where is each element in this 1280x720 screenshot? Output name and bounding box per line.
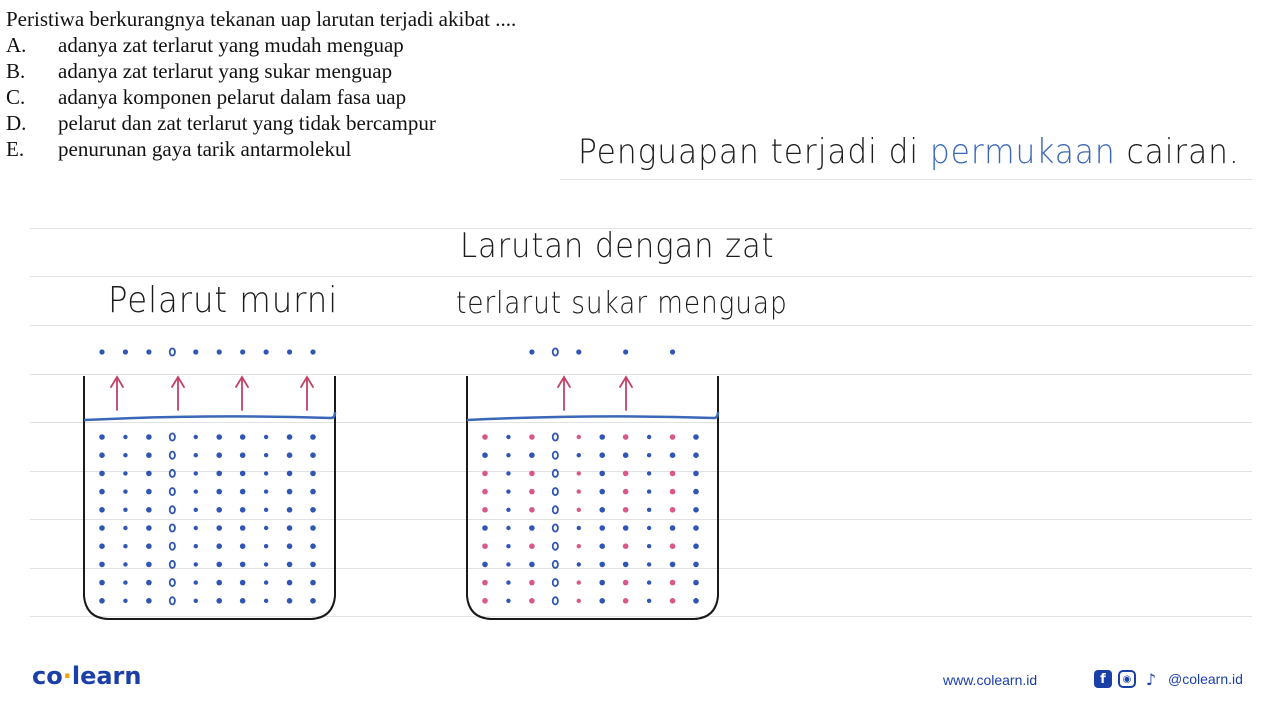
solvent-particle (99, 489, 105, 495)
solvent-particle (194, 544, 198, 548)
solvent-particle (693, 489, 699, 495)
solvent-particle (123, 508, 127, 512)
solvent-particle (553, 543, 558, 550)
solvent-particle (216, 598, 222, 604)
vapor-particle (193, 349, 198, 354)
solvent-particle (529, 525, 535, 531)
solvent-particle (194, 580, 198, 584)
solvent-particle (240, 543, 246, 549)
solvent-particle (599, 525, 605, 531)
solute-particle (529, 471, 535, 477)
solute-particle (482, 580, 488, 586)
solvent-particle (577, 453, 581, 457)
solvent-particle (310, 507, 316, 513)
vapor-particle (123, 349, 128, 354)
solvent-particle (506, 508, 510, 512)
solvent-particle (693, 562, 699, 568)
solvent-particle (146, 489, 152, 495)
solvent-particle (623, 525, 629, 531)
solvent-particle (123, 562, 127, 566)
solvent-particle (216, 562, 222, 568)
solvent-particle (553, 433, 558, 440)
beaker-solution (467, 348, 718, 619)
solvent-particle (670, 525, 676, 531)
solvent-particle (506, 453, 510, 457)
solvent-particle (146, 598, 152, 604)
solvent-particle (310, 580, 316, 586)
solvent-particle (216, 543, 222, 549)
solvent-particle (264, 580, 268, 584)
solvent-particle (287, 543, 293, 549)
option-text: adanya komponen pelarut dalam fasa uap (58, 85, 407, 109)
solute-particle (577, 489, 581, 493)
solute-particle (623, 489, 629, 495)
solvent-particle (670, 452, 676, 458)
solvent-particle (123, 489, 127, 493)
solvent-particle (123, 471, 127, 475)
solvent-particle (216, 489, 222, 495)
vapor-particle (310, 349, 315, 354)
solvent-particle (240, 452, 246, 458)
option-text: adanya zat terlarut yang sukar menguap (58, 59, 393, 83)
solvent-particle (693, 434, 699, 440)
vapor-particle (287, 349, 292, 354)
solute-particle (482, 471, 488, 477)
solvent-particle (170, 488, 175, 495)
colearn-logo: co·learn (32, 662, 142, 690)
solute-particle (529, 434, 535, 440)
solute-particle (670, 543, 676, 549)
liquid-surface (467, 412, 718, 420)
solvent-particle (693, 471, 699, 477)
solvent-particle (146, 562, 152, 568)
option-letter: A. (6, 33, 27, 57)
solvent-particle (123, 544, 127, 548)
solvent-particle (287, 507, 293, 513)
tiktok-icon[interactable]: ♪ (1145, 669, 1157, 689)
solute-particle (670, 471, 676, 477)
solvent-particle (553, 452, 558, 459)
solute-particle (623, 507, 629, 513)
solute-particle (482, 434, 488, 440)
solvent-particle (287, 452, 293, 458)
solute-particle (577, 471, 581, 475)
solvent-particle (123, 453, 127, 457)
solvent-particle (647, 453, 651, 457)
solvent-particle (599, 598, 605, 604)
solvent-particle (599, 489, 605, 495)
solvent-particle (287, 562, 293, 568)
solvent-particle (506, 580, 510, 584)
solvent-particle (216, 507, 222, 513)
solvent-particle (264, 599, 268, 603)
solvent-particle (170, 579, 175, 586)
solution-label-line1: Larutan dengan zat (460, 226, 775, 266)
option-letter: C. (6, 85, 26, 109)
solvent-particle (647, 489, 651, 493)
solvent-particle (310, 525, 316, 531)
solvent-particle (623, 562, 629, 568)
solvent-particle (310, 452, 316, 458)
solute-particle (482, 598, 488, 604)
solvent-particle (553, 488, 558, 495)
solvent-particle (693, 507, 699, 513)
evaporation-arrow (620, 377, 632, 410)
solvent-particle (170, 597, 175, 604)
solvent-particle (123, 599, 127, 603)
solvent-particle (264, 453, 268, 457)
solvent-particle (170, 543, 175, 550)
solvent-particle (170, 470, 175, 477)
solvent-particle (623, 452, 629, 458)
solvent-particle (99, 580, 105, 586)
solvent-particle (240, 580, 246, 586)
solvent-particle (506, 599, 510, 603)
solvent-particle (123, 526, 127, 530)
solvent-particle (194, 489, 198, 493)
solvent-particle (99, 452, 105, 458)
solvent-particle (506, 435, 510, 439)
solvent-particle (264, 471, 268, 475)
solvent-particle (506, 562, 510, 566)
solvent-particle (482, 452, 488, 458)
solute-particle (577, 599, 581, 603)
vapor-particle (623, 349, 628, 354)
solvent-particle (194, 508, 198, 512)
solvent-particle (216, 525, 222, 531)
solvent-particle (287, 525, 293, 531)
solvent-particle (99, 471, 105, 477)
solvent-particle (577, 526, 581, 530)
solvent-particle (310, 471, 316, 477)
solute-particle (670, 507, 676, 513)
solvent-particle (216, 452, 222, 458)
solute-particle (623, 580, 629, 586)
solvent-particle (264, 544, 268, 548)
solute-particle (623, 598, 629, 604)
solvent-particle (647, 599, 651, 603)
solvent-particle (216, 580, 222, 586)
solute-particle (529, 543, 535, 549)
solvent-particle (693, 452, 699, 458)
solvent-particle (123, 435, 127, 439)
solvent-particle (599, 471, 605, 477)
solvent-particle (553, 506, 558, 513)
solvent-particle (599, 434, 605, 440)
vapor-particle (264, 349, 269, 354)
solvent-particle (240, 562, 246, 568)
solute-particle (482, 507, 488, 513)
solute-particle (529, 580, 535, 586)
note-text: cairan. (1115, 132, 1240, 172)
solvent-particle (264, 489, 268, 493)
solute-particle (577, 544, 581, 548)
evaporation-arrow (558, 377, 570, 410)
solvent-particle (310, 562, 316, 568)
solvent-particle (670, 562, 676, 568)
solvent-particle (693, 580, 699, 586)
solvent-particle (240, 507, 246, 513)
solvent-particle (647, 508, 651, 512)
note-text: Penguapan terjadi di (578, 132, 930, 172)
solvent-particle (170, 524, 175, 531)
solvent-particle (240, 525, 246, 531)
solvent-particle (693, 598, 699, 604)
solute-particle (529, 598, 535, 604)
instagram-icon[interactable]: ◉ (1118, 670, 1136, 688)
solvent-particle (553, 470, 558, 477)
solute-particle (670, 489, 676, 495)
solvent-particle (599, 452, 605, 458)
solvent-particle (599, 543, 605, 549)
solvent-particle (287, 489, 293, 495)
solvent-particle (529, 452, 535, 458)
solvent-particle (146, 507, 152, 513)
solute-particle (482, 543, 488, 549)
solvent-particle (194, 453, 198, 457)
solute-particle (577, 508, 581, 512)
solute-particle (670, 598, 676, 604)
solvent-particle (99, 598, 105, 604)
solute-particle (670, 434, 676, 440)
vapor-particle (240, 349, 245, 354)
solute-particle (577, 580, 581, 584)
option-text: pelarut dan zat terlarut yang tidak bercampur (58, 111, 436, 135)
solvent-particle (194, 526, 198, 530)
solvent-particle (240, 489, 246, 495)
pure-solvent-label: Pelarut murni (108, 280, 339, 321)
solvent-particle (123, 580, 127, 584)
solvent-particle (647, 544, 651, 548)
facebook-icon[interactable]: f (1094, 670, 1112, 688)
solvent-particle (99, 525, 105, 531)
solvent-particle (170, 561, 175, 568)
solvent-particle (506, 526, 510, 530)
solute-particle (623, 471, 629, 477)
evaporation-arrow (301, 377, 313, 410)
option-text: adanya zat terlarut yang mudah menguap (58, 33, 404, 57)
evaporation-arrow (236, 377, 248, 410)
solvent-particle (99, 434, 105, 440)
solvent-particle (146, 471, 152, 477)
vapor-particle (670, 349, 675, 354)
solvent-particle (216, 471, 222, 477)
solvent-particle (482, 562, 488, 568)
solvent-particle (599, 580, 605, 586)
solute-particle (577, 435, 581, 439)
solvent-particle (310, 434, 316, 440)
solution-label-line2: terlarut sukar menguap (456, 286, 788, 321)
solvent-particle (146, 452, 152, 458)
vapor-particle (529, 349, 534, 354)
vapor-particle (99, 349, 104, 354)
solvent-particle (99, 562, 105, 568)
question-stem: Peristiwa berkurangnya tekanan uap larutan terjadi akibat .... (6, 7, 517, 31)
solvent-particle (99, 507, 105, 513)
social-handle[interactable]: @colearn.id (1168, 671, 1243, 687)
solvent-particle (553, 579, 558, 586)
solvent-particle (577, 562, 581, 566)
vapor-particle (553, 348, 558, 355)
vapor-particle (217, 349, 222, 354)
solvent-particle (146, 434, 152, 440)
solvent-particle (264, 562, 268, 566)
solvent-particle (506, 544, 510, 548)
solvent-particle (264, 526, 268, 530)
option-letter: E. (6, 137, 25, 161)
solute-particle (623, 434, 629, 440)
solvent-particle (170, 506, 175, 513)
solvent-particle (647, 526, 651, 530)
solvent-particle (146, 525, 152, 531)
beaker-pure-solvent (84, 348, 335, 619)
solvent-particle (647, 580, 651, 584)
social-links (1094, 670, 1243, 688)
option-letter: D. (6, 111, 27, 135)
solvent-particle (482, 525, 488, 531)
note-highlight: permukaan (929, 132, 1116, 172)
website-link[interactable]: www.colearn.id (943, 672, 1038, 688)
solvent-particle (170, 452, 175, 459)
solvent-particle (310, 489, 316, 495)
solvent-particle (529, 562, 535, 568)
evaporation-arrow (111, 377, 123, 410)
liquid-surface (84, 412, 335, 420)
solute-particle (670, 580, 676, 586)
solute-particle (623, 543, 629, 549)
solvent-particle (194, 435, 198, 439)
solvent-particle (693, 543, 699, 549)
solvent-particle (553, 561, 558, 568)
solvent-particle (310, 598, 316, 604)
solvent-particle (599, 562, 605, 568)
solvent-particle (506, 489, 510, 493)
solvent-particle (693, 525, 699, 531)
solvent-particle (287, 598, 293, 604)
solvent-particle (553, 597, 558, 604)
evaporation-arrow (172, 377, 184, 410)
solvent-particle (194, 562, 198, 566)
solvent-particle (194, 471, 198, 475)
option-letter: B. (6, 59, 26, 83)
solute-particle (529, 507, 535, 513)
solvent-particle (216, 434, 222, 440)
solvent-particle (194, 599, 198, 603)
solvent-particle (170, 433, 175, 440)
solute-particle (529, 489, 535, 495)
option-text: penurunan gaya tarik antarmolekul (58, 137, 352, 161)
solvent-particle (240, 471, 246, 477)
vapor-particle (170, 348, 175, 355)
solvent-particle (146, 580, 152, 586)
solvent-particle (647, 562, 651, 566)
solvent-particle (506, 471, 510, 475)
solvent-particle (647, 471, 651, 475)
solvent-particle (599, 507, 605, 513)
vapor-particle (576, 349, 581, 354)
solvent-particle (146, 543, 152, 549)
beaker-outline (84, 376, 335, 619)
solvent-particle (647, 435, 651, 439)
solvent-particle (310, 543, 316, 549)
solvent-particle (287, 471, 293, 477)
solvent-particle (287, 580, 293, 586)
vapor-particle (146, 349, 151, 354)
solvent-particle (264, 508, 268, 512)
solvent-particle (287, 434, 293, 440)
solute-particle (482, 489, 488, 495)
solvent-particle (99, 543, 105, 549)
solvent-particle (264, 435, 268, 439)
solvent-particle (240, 598, 246, 604)
beaker-outline (467, 376, 718, 619)
solvent-particle (240, 434, 246, 440)
solvent-particle (553, 524, 558, 531)
